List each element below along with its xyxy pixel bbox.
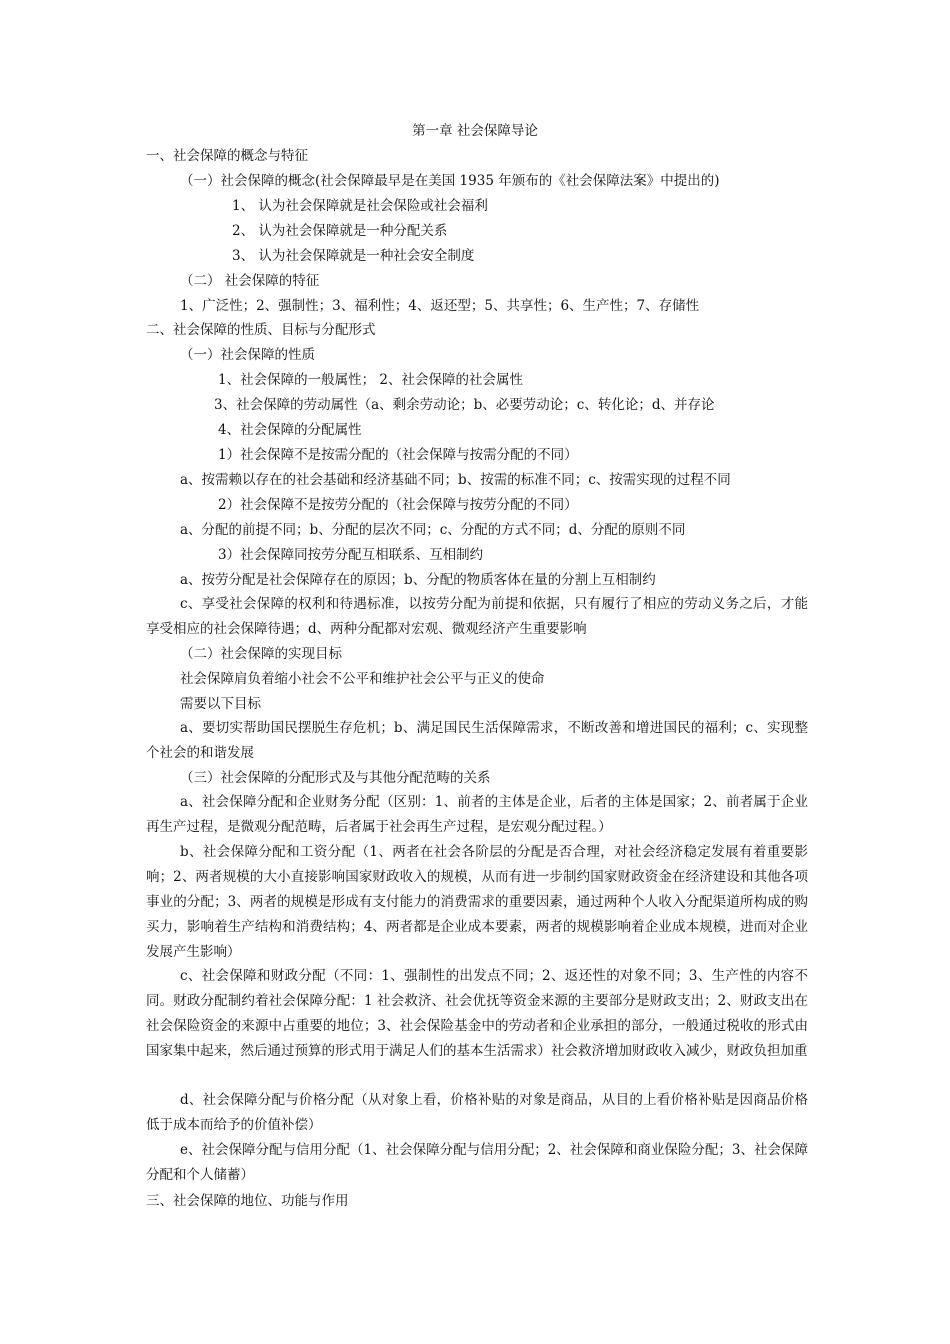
text-line: a、按需赖以存在的社会基础和经济基础不同；b、按需的标准不同；c、按需实现的过程不同 [180,472,731,488]
paragraph: c、社会保障和财政分配（不同：1、强制性的出发点不同；2、返还性的对象不同；3、生产性的内容不同。财政分配制约着社会保障分配：1 社会救济、社会优抚等资金来源的主要部分是财政支出；2、财政支出在社会保险资金的来源中占重要的地位；3、社会保险基金中的劳动者和企业承担的部分，一般通过税收的形式由国家集中起来，然后通过预算的形式用于满足人们的基本生活需求）社会救济增加财政收入减少，财政负担加重 [146,968,808,1059]
paragraph: e、社会保障分配与信用分配（1、社会保障分配与信用分配；2、社会保障和商业保险分配；3、社会保障分配和个人储蓄） [146,1142,808,1183]
section-heading-1: 一、社会保障的概念与特征 [146,148,308,164]
text-line: a、分配的前提不同；b、分配的层次不同；c、分配的方式不同；d、分配的原则不同 [180,522,686,538]
text-line: 3）社会保障同按劳分配互相联系、互相制约 [218,547,484,563]
text-line: 1）社会保障不是按需分配的（社会保障与按需分配的不同） [218,447,578,463]
chapter-title: 第一章 社会保障导论 [412,123,538,139]
subsection-heading: （一）社会保障的概念(社会保障最早是在美国 1935 年颁布的《社会保障法案》中提出的) [180,173,720,189]
subsection-heading: （二） 社会保障的特征 [180,273,320,289]
list-item: 1、 认为社会保障就是社会保险或社会福利 [232,198,488,214]
text-line: 3、社会保障的劳动属性（a、剩余劳动论；b、必要劳动论；c、转化论；d、并存论 [214,397,715,413]
feature-list: 1、广泛性；2、强制性；3、福利性；4、返还型；5、共享性；6、生产性；7、存储性 [180,298,700,314]
list-item: 3、 认为社会保障就是一种社会安全制度 [232,248,475,264]
text-line: 2）社会保障不是按劳分配的（社会保障与按劳分配的不同） [218,497,578,513]
text-line: a、按劳分配是社会保障存在的原因；b、分配的物质客体在量的分割上互相制约 [180,572,656,588]
list-item: 2、 认为社会保障就是一种分配关系 [232,223,448,239]
text-line: 需要以下目标 [180,696,261,712]
text-line: 社会保障肩负着缩小社会不公平和维护社会公平与正义的使命 [180,671,545,687]
subsection-heading: （三）社会保障的分配形式及与其他分配范畴的关系 [180,770,491,786]
paragraph: d、社会保障分配与价格分配（从对象上看，价格补贴的对象是商品，从目的上看价格补贴是因商品价格低于成本而给予的价值补偿） [146,1092,808,1133]
text-line: 4、社会保障的分配属性 [218,422,362,438]
text-line: 1、社会保障的一般属性； 2、社会保障的社会属性 [218,372,523,388]
section-heading-2: 二、社会保障的性质、目标与分配形式 [146,322,376,338]
paragraph: b、社会保障分配和工资分配（1、两者在社会各阶层的分配是否合理，对社会经济稳定发展有着重要影响；2、两者规模的大小直接影响国家财政收入的规模，从而有进一步制约国家财政资金在经济建设和其他各项事业的分配；3、两者的规模是形成有支付能力的消费需求的重要因素，通过两种个人收入分配渠道所构成的购买力，影响着生产结构和消费结构；4、两者都是企业成本要素，两者的规模影响着企业成本规模，进而对企业发展产生影响） [146,844,808,960]
section-heading-3: 三、社会保障的地位、功能与作用 [146,1193,349,1209]
paragraph: c、享受社会保障的权利和待遇标准，以按劳分配为前提和依据，只有履行了相应的劳动义务之后，才能享受相应的社会保障待遇；d、两种分配都对宏观、微观经济产生重要影响 [146,596,808,637]
subsection-heading: （一）社会保障的性质 [180,347,315,363]
paragraph: a、社会保障分配和企业财务分配（区别：1、前者的主体是企业，后者的主体是国家；2、前者属于企业再生产过程，是微观分配范畴，后者属于社会再生产过程，是宏观分配过程。） [146,794,808,835]
subsection-heading: （二）社会保障的实现目标 [180,646,342,662]
paragraph: a、要切实帮助国民摆脱生存危机；b、满足国民生活保障需求，不断改善和增进国民的福利；c、实现整个社会的和谐发展 [146,720,808,761]
